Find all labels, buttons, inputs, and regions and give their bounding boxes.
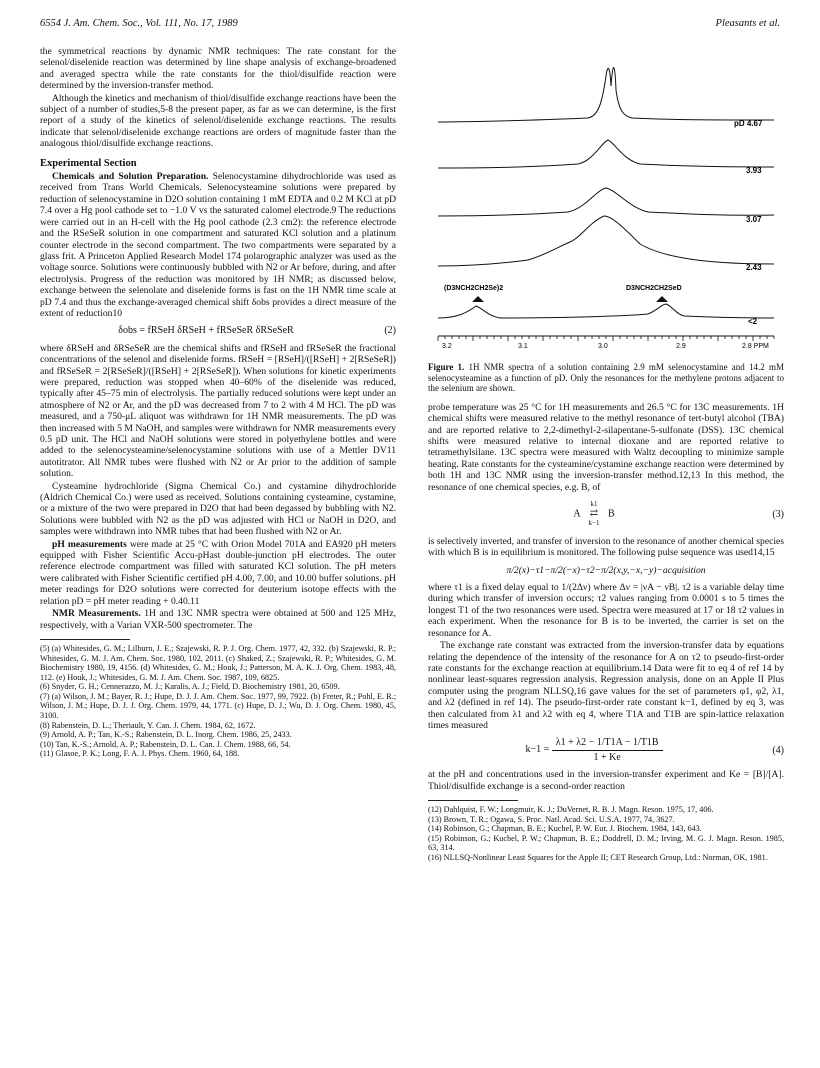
species-b: B xyxy=(607,508,615,520)
ppm-tick-label: 3.0 xyxy=(598,343,608,350)
rate-constant-reverse: k−1 xyxy=(588,519,600,528)
ppm-tick-label: 3.1 xyxy=(518,343,528,350)
species-a: A xyxy=(573,508,581,520)
equation-2-number: (2) xyxy=(384,325,396,337)
species-label-selenol: D3NCH2CH2SeD xyxy=(626,285,682,292)
equation-4 xyxy=(428,737,784,763)
equilibrium-symbol: ⇄ xyxy=(589,508,599,520)
species-label-diselenide: (D3NCH2CH2Se)2 xyxy=(444,285,504,292)
ph-run-in-head: pH measurements xyxy=(52,538,127,550)
ppm-tick-label: 3.2 xyxy=(442,343,452,350)
footnote: (10) Tan, K.-S.; Arnold, A. P.; Rabenstein, D. L. Can. J. Chem. 1988, 66, 54. xyxy=(40,739,291,749)
footnote: (13) Brown, T. R.; Ogawa, S. Proc. Natl. Acad. Sci. U.S.A. 1977, 74, 3627. xyxy=(428,814,675,824)
footnote: (12) Dahlquist, F. W.; Longmuir, K. J.; DuVernet, R. B. J. Magn. Reson. 1975, 17, 406. xyxy=(428,804,714,814)
methods-paragraph-2: is selectively inverted, and transfer of inversion to the resonance of another chemical species with which B is in equilibrium is monitored. The following pulse sequence was used14,15 xyxy=(428,535,784,559)
footnote: (16) NLLSQ-Nonlinear Least Squares for the Apple II; CET Research Group, Ltd.: Norman, OK, 1981. xyxy=(428,852,768,862)
left-column xyxy=(40,46,396,759)
spectrum-trace-pd-4-67 xyxy=(438,68,774,122)
intro-paragraph-2: Although the kinetics and mechanism of thiol/disulfide exchange reactions have been the subject of a number of studies,5-8 the present paper, as far as we can determine, is the first report of a study of the kinetics of selenol/diselenide exchange reactions. The results indicate that selenol/diselenide exchange reactions are orders of magnitude faster than the analogous thiol/disulfide exchange reactions. xyxy=(40,92,396,150)
chem-paragraph-1: Selenocystamine dihydrochloride was used as received from Trans World Chemicals. Selenocysteamine solutions were prepared by reduction of selenocystamine in D2O solution containing 1 mM EDTA and 0.2 M KCl at pD 7.4 over a Hg pool cathode set to −1.0 V vs the saturated calomel electrode.9 The reductions were carried out in an H-cell with the Hg pool cathode (2.3 cm2): the reference electrode and the RSeSeR solution in one compartment and saturated KCl solution and a platinum counter electrode in the second compartment. The two compartments were separated by a glass frit. A Princeton Applied Research Model 174 polarographic analyzer was used as the voltage source. Solutions were continuously bubbled with N2 or Ar before, during, and after electrolysis. Progress of the reduction was monitored by 1H NMR; as discussed below, exchange between the selenolate and diselenide forms is fast on the 1H NMR time scale at pD 7.4 and thus the exchange-averaged chemical shift δobs provides a direct measure of the extent of reduction10 xyxy=(40,171,396,319)
figure-caption-label: Figure 1. xyxy=(428,362,465,372)
chem-paragraph-3: Cysteamine hydrochloride (Sigma Chemical Co.) and cystamine dihydrochloride (Aldrich Chemical Co.) were used as received. Solutions containing cysteamine, cystamine, or a mixture of the two were prepared in D2O that had been degassed by bubbling with N2. Solutions were bubbled with N2 as the pD was adjusted with HCl or NaOH in D2O, and samples were withdrawn into NMR tubes that had been flushed with N2 or Ar. xyxy=(40,480,396,538)
equation-4-denominator: 1 + Ke xyxy=(593,751,621,763)
right-column xyxy=(428,46,784,863)
footnote-rule xyxy=(428,800,518,801)
footnote: (5) (a) Whitesides, G. M.; Lilburn, J. E.; Szajewski, R. P. J. Org. Chem. 1977, 42, 332. (b) Szajewski, R. P.; Whitesides, G. M. J. Am. Chem. Soc. 1980, 102, 2011. (c) Shaked, Z.; Szajewski, R. P.; Whitesides, G. M. Biochemistry 1980, 19, 4156. (d) Whitesides, G. M.; Houk, J.; Patterson, M. A. K. J. Org. Chem. 1983, 48, 112. (e) Houk, J.; Whitesides, G. M. J. Am. Chem. Soc. 1987, 109, 6825. xyxy=(40,643,396,682)
equation-2 xyxy=(40,325,396,336)
rate-constant-forward: k1 xyxy=(590,500,598,509)
equation-4-numerator: λ1 + λ2 − 1/T1A − 1/T1B xyxy=(552,737,663,750)
footnote: (15) Robinson, G.; Kuchel, P. W.; Chapman, B. E.; Doddrell, D. M.; Irving, M. G. J. Magn. Reson. 1985, 63, 314. xyxy=(428,833,784,853)
arrow-selenol xyxy=(656,296,668,302)
equation-3-body xyxy=(428,499,760,530)
equation-4-number: (4) xyxy=(772,744,784,756)
footnote: (7) (a) Wilson, J. M.; Bayer, R. J.; Hupe, D. J. J. Am. Chem. Soc. 1977, 99, 7922. (b) Freter, R.; Pohl, E. R.; Wilson, J. M.; Hupe, D. J. J. Org. Chem. 1979, 44, 1771. (c) Hupe, D. J.; Wu, D. J. Org. Chem. 1980, 45, 3100. xyxy=(40,691,396,721)
chem-run-in-head: Chemicals and Solution Preparation. xyxy=(52,171,209,183)
equation-4-fraction xyxy=(552,737,663,763)
running-header xyxy=(40,18,780,34)
spectrum-trace-3-07 xyxy=(438,188,774,216)
methods-paragraph-5: at the pH and concentrations used in the inversion-transfer experiment and Ke = [B]/[A]. Thiol/disulfide exchange is a second-order reaction xyxy=(428,769,784,792)
equilibrium-arrows xyxy=(589,499,600,530)
nmr-paragraph: 1H and 13C NMR spectra were obtained at 500 and 125 MHz, respectively, with a Varian VXR-500 spectrometer. The xyxy=(40,608,396,631)
equation-4-lhs: k−1 = xyxy=(525,744,550,756)
figure-caption-text: 1H NMR spectra of a solution containing 2.9 mM selenocystamine and 14.2 mM selenocysteamine as a function of pD. Only the resonances for the methylene protons adjacent to the selenium are shown. xyxy=(428,362,784,394)
equation-3 xyxy=(428,499,784,530)
footnote: (8) Rabenstein, D. L.; Theriault, Y. Can. J. Chem. 1984, 62, 1672. xyxy=(40,720,256,730)
methods-paragraph-1: probe temperature was 25 °C for 1H measurements and 26.5 °C for 13C measurements. 1H chemical shifts were measured relative to the methyl resonance of tert-butyl alcohol (TBA) and are reported relative to 2,2-dimethyl-2-silapentane-5-sulfonate (DSS). 13C chemical shifts were measured relative to internal dioxane and are reported relative to tetramethylsilane. 13C spectra were measured with Waltz decoupling to minimize sample heating. Rate constants for the cysteamine/cystamine exchange reaction were determined by both 1H and 13C NMR using the inversion-transfer method.12,13 In this method, the resonance of one chemical species, e.g. B, of xyxy=(428,401,784,493)
footnote: (9) Arnold, A. P.; Tan, K.-S.; Rabenstein, D. L. Inorg. Chem. 1986, 25, 2433. xyxy=(40,730,292,740)
nmr-spectra-plot xyxy=(428,46,784,356)
arrow-diselenide xyxy=(472,296,484,302)
intro-paragraph-1: the symmetrical reactions by dynamic NMR techniques: The rate constant for the selenol/diselenide reaction was determined by line shape analysis of exchange-broadened and averaged spectra while the rate constants for the thiol/disulfide reaction were determined by the inversion-transfer method. xyxy=(40,46,396,92)
ppm-tick-label: 2.9 xyxy=(676,343,686,350)
spectrum-trace-2-43 xyxy=(438,216,774,266)
footnote: (14) Robinson, G.; Chapman, B. E.; Kuchel, P. W. Eur. J. Biochem. 1984, 143, 643. xyxy=(428,824,702,834)
figure-caption xyxy=(428,362,784,394)
trace-label: 3.07 xyxy=(746,215,762,224)
equation-2-body: δobs = fRSeH δRSeH + fRSeSeR δRSeSeR xyxy=(118,325,294,337)
ph-paragraph: were made at 25 °C with Orion Model 701A and EA920 pH meters equipped with Fisher Scientific Accu-pHast double-junction pH electrodes. The outer reference electrode compartment was filled with saturated KCl solution. The pH meters were calibrated with Fisher Scientific certified pH 4.00, 7.00, and 10.00 buffer solutions. pH meter readings for D2O solutions were corrected for deuterium isotope effects with the relation pD = pH meter reading + 0.40.11 xyxy=(40,538,397,607)
trace-label: pD 4.67 xyxy=(734,119,763,128)
chem-paragraph-2: where δRSeH and δRSeSeR are the chemical shifts and fRSeH and fRSeSeR the fractional concentrations of the selenol and diselenide forms. fRSeH = [RSeH]/([RSeH] + 2[RSeSeR]) and fRSeSeR = 2[RSeSeR]/([RSeH] + 2[RSeSeR]). When solutions for kinetic experiments were prepared, reduction was stopped when 40–60% of the diselenide was reduced, typically after 45–75 min of electrolysis. The partially reduced solutions were kept under an atmosphere of N2 or Ar, and the pD was decreased from 7 to 2 with 4 M HCl. The pD was measured, and a 750-μL aliquot was withdrawn for 1H NMR measurements. The pD was then increased with 5 M NaOH, and samples were withdrawn for NMR measurements every 0.5 pD unit. The HCl and NaOH solutions were stored in polyethylene bottles and were added to the selenocysteamine/selenocystamine solutions with use of a Mettler DV11 autotitrator. All NMR tubes were flushed with N2 or Ar prior to the addition of sample solution. xyxy=(40,342,396,480)
equation-3-number: (3) xyxy=(772,508,784,520)
nmr-run-in-head: NMR Measurements. xyxy=(52,608,141,620)
footnote-rule xyxy=(40,639,130,640)
methods-paragraph-3: where τ1 is a fixed delay equal to 1/(2Δν) where Δν = |νA − νB|. τ2 is a variable delay time during which transfer of inversion occurs; τ2 values ranging from 0.0001 s to 5 times the longest T1 of the two resonances were used. Spectra were measured at 17 or 18 τ2 values in each experiment. When the resonance for B is to be inverted, the carrier is set on the resonance for A. xyxy=(428,582,784,639)
pulse-sequence: π/2(x)−τ1−π/2(−x)−τ2−π/2(x,y,−x,−y)−acquisition xyxy=(506,564,706,576)
ppm-tick-marks xyxy=(438,336,774,341)
nmr-spectra-figure xyxy=(428,46,784,356)
equation-4-body xyxy=(428,737,760,763)
trace-label: <2 xyxy=(748,317,758,326)
trace-label: 2.43 xyxy=(746,263,762,272)
footnote: (11) Glasoe, P. K.; Long, F. A. J. Phys. Chem. 1960, 64, 188. xyxy=(40,749,240,759)
journal-citation: 6554 J. Am. Chem. Soc., Vol. 111, No. 17, 1989 xyxy=(40,18,238,29)
footnote: (6) Snyder, G. H.; Cennerazzo, M. J.; Karalis, A. J.; Field, D. Biochemistry 1981, 20, 6509. xyxy=(40,682,340,692)
ppm-tick-label: 2.8 PPM xyxy=(742,343,769,350)
spectrum-trace-3-93 xyxy=(438,140,774,168)
spectrum-trace-lt-2 xyxy=(438,304,774,318)
section-title: Experimental Section xyxy=(40,157,137,169)
trace-label: 3.93 xyxy=(746,166,762,175)
methods-paragraph-4: The exchange rate constant was extracted from the inversion-transfer data by equations relating the dependence of the intensity of the resonance for A on τ2 to pseudo-first-order rate constants for the exchange reaction at equilibrium.14 Data were fit to eq 4 of ref 14 by nonlinear least-squares regression analysis. Regression analysis, done on an Apple II Plus computer using the program NLLSQ,16 gave values for the set of parameters φ1, φ2, λ1, and λ2 (defined in ref 14). The pseudo-first-order rate constant k−1, defined by eq 3, was then calculated from λ1 and λ2 with eq 4, where T1A and T1B are spin-lattice relaxation times measured xyxy=(428,640,784,731)
author-running-head: Pleasants et al. xyxy=(715,18,780,29)
